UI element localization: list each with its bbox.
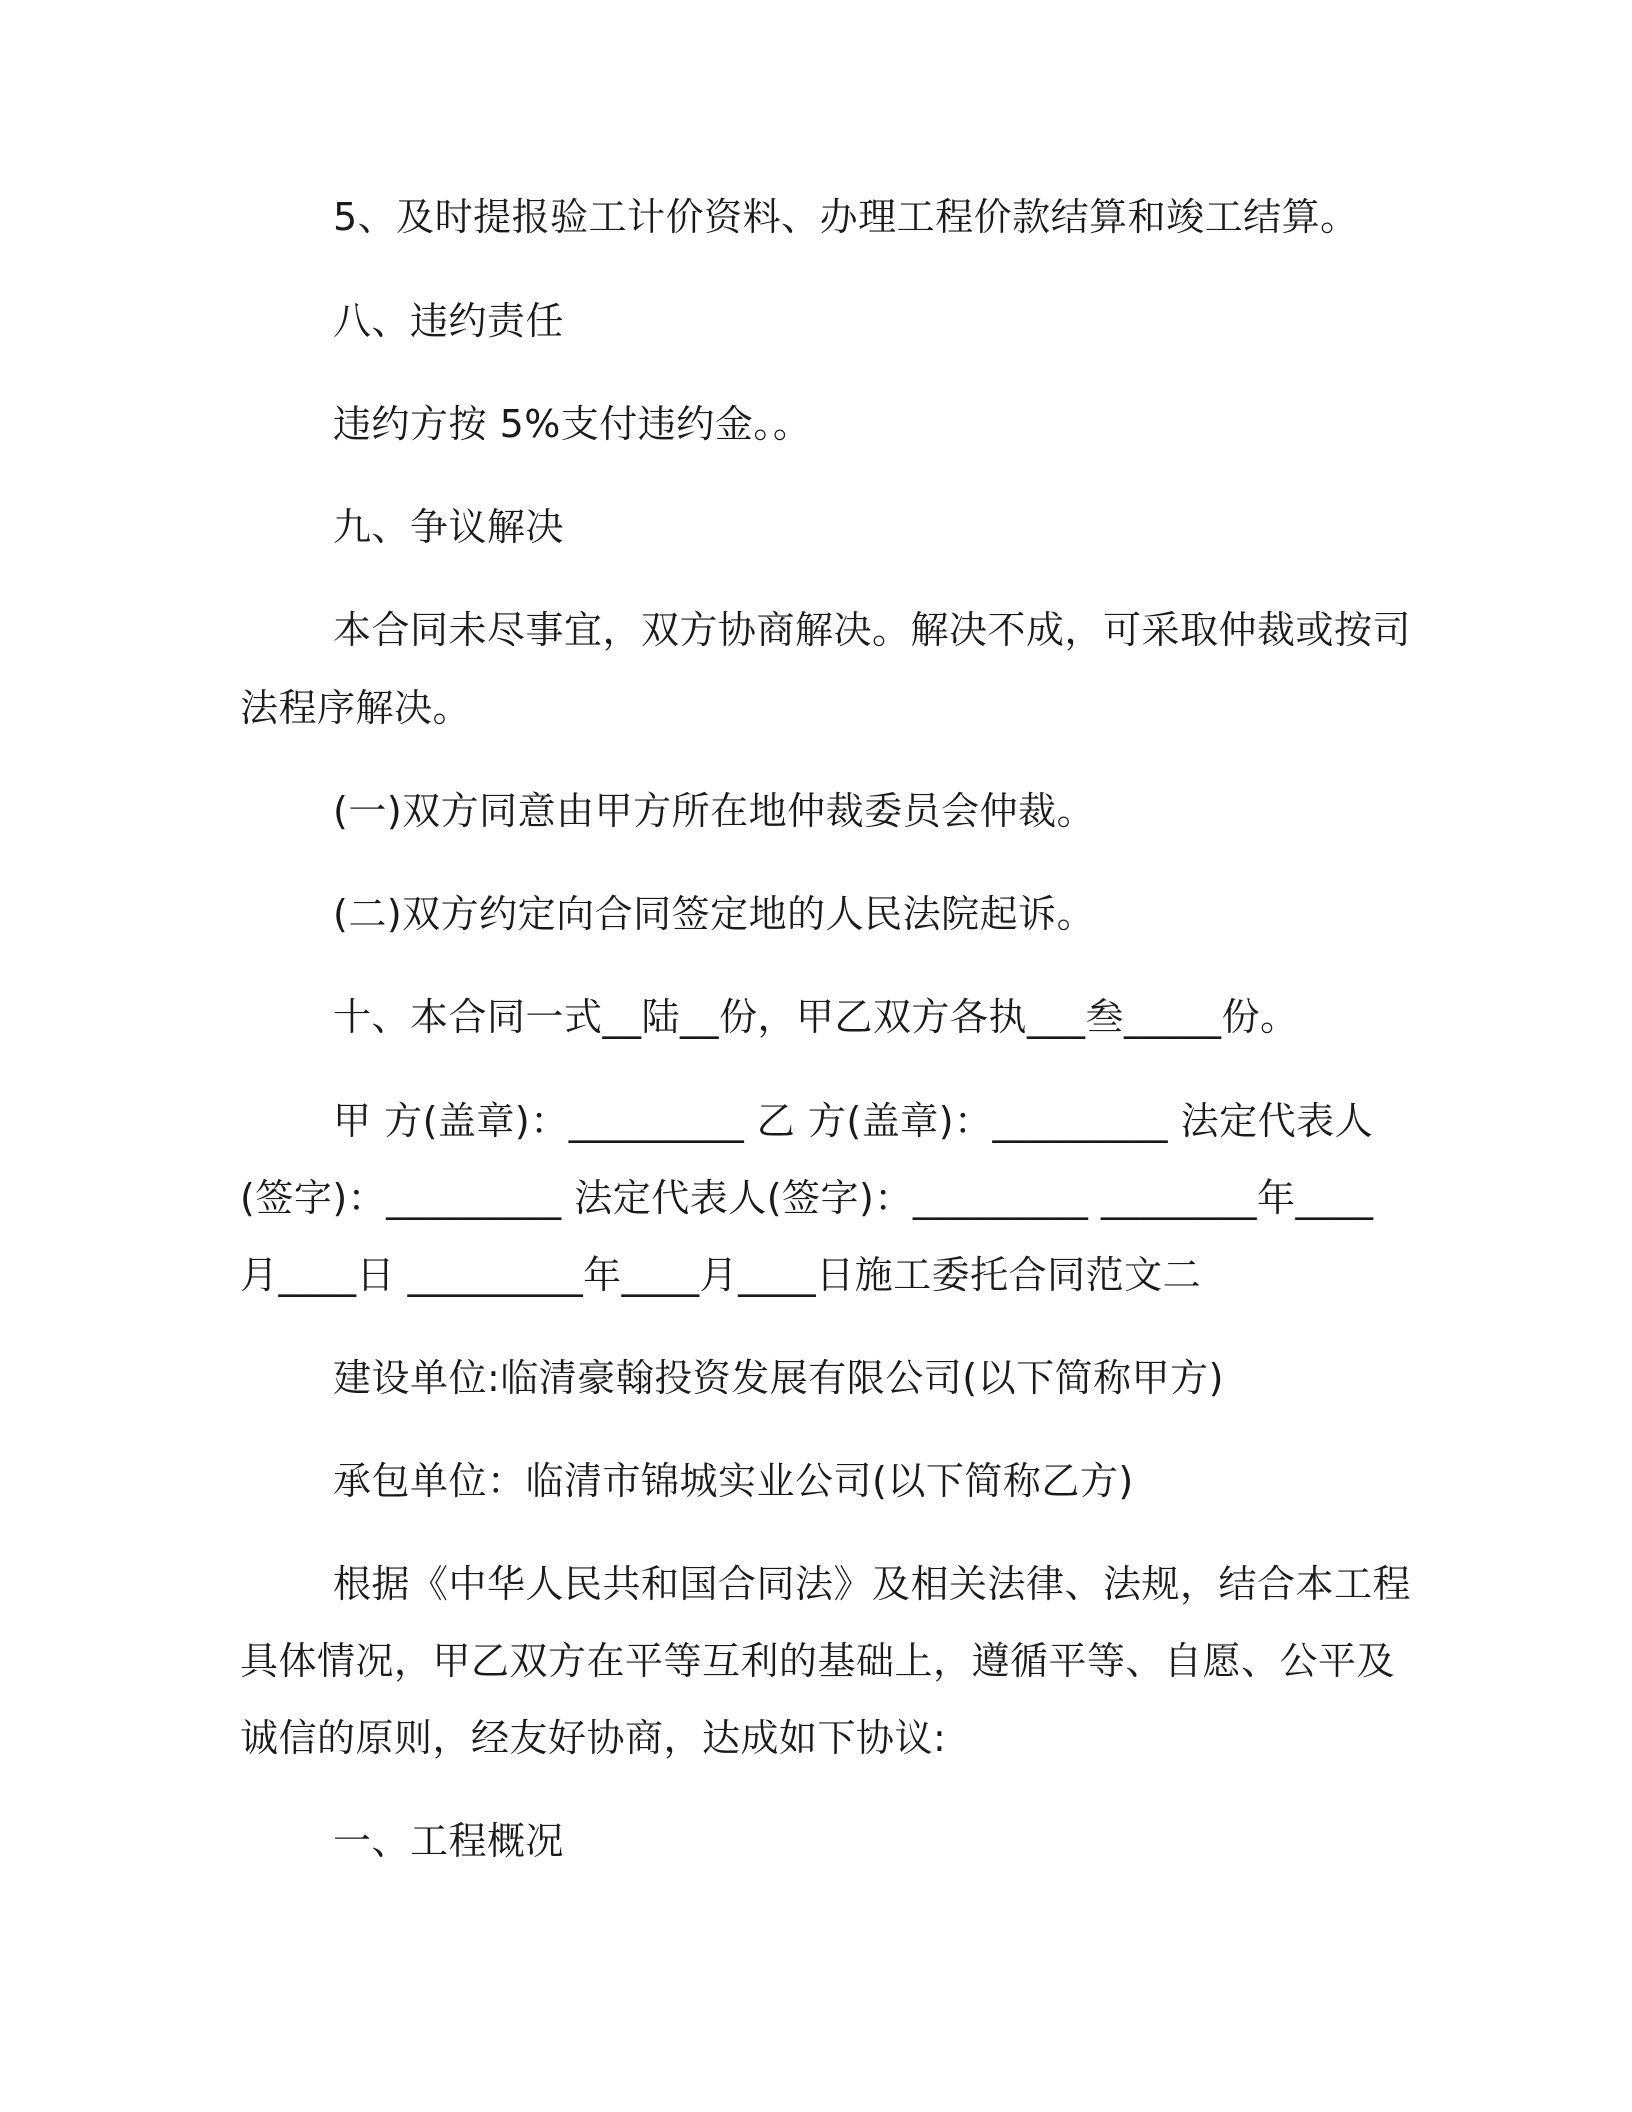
- section-1-heading: 一、工程概况: [333, 1819, 565, 1863]
- section-8-heading: 八、违约责任: [333, 299, 565, 343]
- dispute-option-2: (二)双方约定向合同签定地的人民法院起诉。: [333, 892, 1096, 936]
- dispute-paragraph-line-2: 法程序解决。: [240, 686, 472, 730]
- section-9-heading: 九、争议解决: [333, 505, 565, 549]
- contractor-unit: 承包单位：临清市锦城实业公司(以下简称乙方): [333, 1459, 1134, 1503]
- preamble-line-1: 根据《中华人民共和国合同法》及相关法律、法规，结合本工程: [333, 1562, 1412, 1606]
- preamble-line-3: 诚信的原则，经友好协商，达成如下协议:: [240, 1716, 947, 1760]
- signature-line-3: 月____日 _________年____月____日施工委托合同范文二: [240, 1253, 1202, 1297]
- dispute-option-1: (一)双方同意由甲方所在地仲裁委员会仲裁。: [333, 789, 1096, 833]
- signature-line-1: 甲 方(盖章)：_________ 乙 方(盖章)：_________ 法定代表人: [333, 1099, 1374, 1143]
- section-10-copies: 十、本合同一式__陆__份，甲乙双方各执___叁_____份。: [333, 995, 1299, 1039]
- preamble-line-2: 具体情况，甲乙双方在平等互利的基础上，遵循平等、自愿、公平及: [240, 1639, 1396, 1683]
- construction-unit: 建设单位:临清豪翰投资发展有限公司(以下简称甲方): [333, 1356, 1224, 1400]
- dispute-paragraph-line-1: 本合同未尽事宜，双方协商解决。解决不成，可采取仲裁或按司: [333, 608, 1412, 652]
- breach-penalty-text: 违约方按 5%支付违约金。。: [333, 402, 812, 446]
- clause-5-settlement: 5、及时提报验工计价资料、办理工程价款结算和竣工结算。: [333, 195, 1359, 239]
- signature-line-2: (签字)：_________ 法定代表人(签字)：_________ ________年____: [240, 1176, 1374, 1220]
